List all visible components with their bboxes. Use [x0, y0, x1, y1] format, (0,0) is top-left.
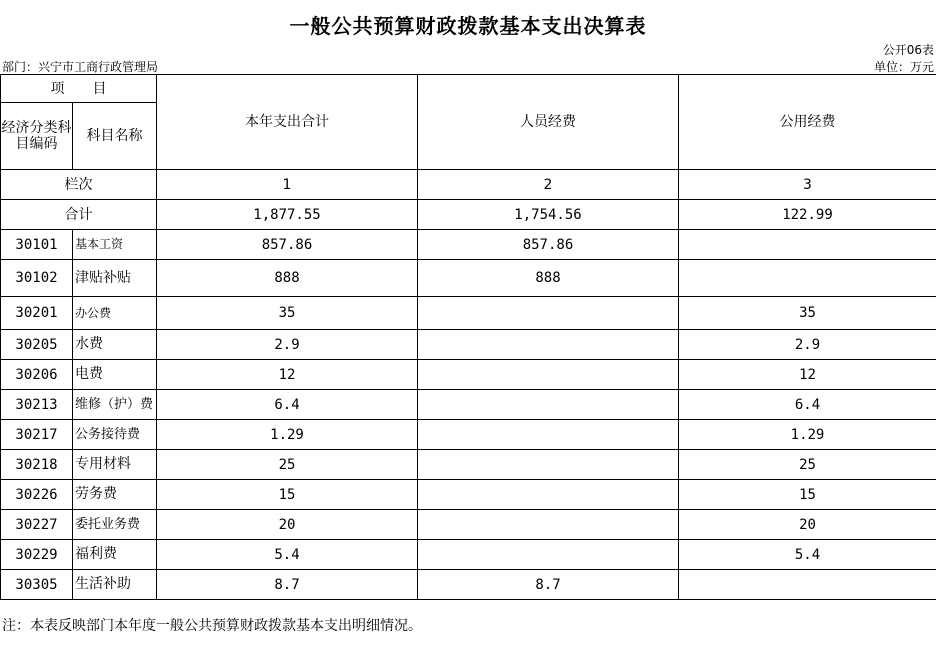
- row-public: 2.9: [679, 330, 936, 360]
- table-row: [1, 450, 936, 480]
- row-name: 福利费: [73, 540, 157, 570]
- form-code: 公开06表: [882, 43, 934, 57]
- page-title: 一般公共预算财政拨款基本支出决算表: [289, 14, 647, 38]
- row-name: 维修（护）费: [73, 390, 157, 420]
- row-public: 15: [679, 480, 936, 510]
- row-name: 劳务费: [73, 480, 157, 510]
- table-row: [1, 480, 936, 510]
- footnote: 注：本表反映部门本年度一般公共预算财政拨款基本支出明细情况。: [2, 618, 422, 634]
- row-personnel: [418, 390, 679, 420]
- row-code: 30101: [1, 230, 73, 260]
- table-row: [1, 540, 936, 570]
- row-code: 30205: [1, 330, 73, 360]
- row-personnel: [418, 360, 679, 390]
- column-index-3: 3: [679, 170, 936, 200]
- total-row-label: 合计: [1, 200, 157, 230]
- row-total: 5.4: [157, 540, 418, 570]
- row-public: 35: [679, 297, 936, 330]
- department-label: 部门：兴宁市工商行政管理局: [2, 60, 159, 74]
- row-code: 30102: [1, 260, 73, 297]
- row-public: 5.4: [679, 540, 936, 570]
- row-name: 办公费: [73, 297, 157, 330]
- row-personnel: 8.7: [418, 570, 679, 600]
- row-code: 30229: [1, 540, 73, 570]
- row-public: 20: [679, 510, 936, 540]
- row-name: 电费: [73, 360, 157, 390]
- header-item: 项 目: [1, 75, 157, 103]
- row-total: 12: [157, 360, 418, 390]
- row-name: 津贴补贴: [73, 260, 157, 297]
- header-public: 公用经费: [679, 75, 936, 170]
- row-name: 委托业务费: [73, 510, 157, 540]
- row-total: 888: [157, 260, 418, 297]
- column-index-2: 2: [418, 170, 679, 200]
- row-personnel: [418, 540, 679, 570]
- row-personnel: [418, 480, 679, 510]
- row-total: 8.7: [157, 570, 418, 600]
- table-row: [1, 360, 936, 390]
- table-row: [1, 230, 936, 260]
- row-code: 30227: [1, 510, 73, 540]
- row-name: 专用材料: [73, 450, 157, 480]
- row-personnel: [418, 450, 679, 480]
- row-personnel: [418, 420, 679, 450]
- row-personnel: [418, 297, 679, 330]
- row-code: 30305: [1, 570, 73, 600]
- table-row: [1, 297, 936, 330]
- expenditure-table: [0, 74, 936, 600]
- row-personnel: 888: [418, 260, 679, 297]
- row-total: 2.9: [157, 330, 418, 360]
- table-row: [1, 570, 936, 600]
- total-row-total: 1,877.55: [157, 200, 418, 230]
- row-public: [679, 570, 936, 600]
- column-index-label: 栏次: [1, 170, 157, 200]
- row-total: 15: [157, 480, 418, 510]
- row-total: 1.29: [157, 420, 418, 450]
- row-public: 1.29: [679, 420, 936, 450]
- row-public: 12: [679, 360, 936, 390]
- row-total: 20: [157, 510, 418, 540]
- table-row: [1, 390, 936, 420]
- row-name: 公务接待费: [73, 420, 157, 450]
- row-total: 857.86: [157, 230, 418, 260]
- header-personnel: 人员经费: [418, 75, 679, 170]
- row-code: 30217: [1, 420, 73, 450]
- row-name: 水费: [73, 330, 157, 360]
- row-total: 6.4: [157, 390, 418, 420]
- table-row: [1, 420, 936, 450]
- row-code: 30201: [1, 297, 73, 330]
- row-personnel: 857.86: [418, 230, 679, 260]
- row-public: [679, 260, 936, 297]
- row-name: 基本工资: [73, 230, 157, 260]
- row-code: 30206: [1, 360, 73, 390]
- unit-label: 单位：万元: [873, 60, 934, 74]
- header-econ-code: 经济分类科目编码: [1, 103, 73, 170]
- row-public: 6.4: [679, 390, 936, 420]
- row-code: 30226: [1, 480, 73, 510]
- row-total: 25: [157, 450, 418, 480]
- header-total: 本年支出合计: [157, 75, 418, 170]
- table-row: [1, 510, 936, 540]
- table-row: [1, 330, 936, 360]
- row-personnel: [418, 510, 679, 540]
- table-row: [1, 260, 936, 297]
- row-code: 30213: [1, 390, 73, 420]
- row-public: [679, 230, 936, 260]
- total-row-personnel: 1,754.56: [418, 200, 679, 230]
- header-subject-name: 科目名称: [73, 103, 157, 170]
- row-public: 25: [679, 450, 936, 480]
- row-name: 生活补助: [73, 570, 157, 600]
- row-personnel: [418, 330, 679, 360]
- column-index-1: 1: [157, 170, 418, 200]
- row-code: 30218: [1, 450, 73, 480]
- row-total: 35: [157, 297, 418, 330]
- total-row-public: 122.99: [679, 200, 936, 230]
